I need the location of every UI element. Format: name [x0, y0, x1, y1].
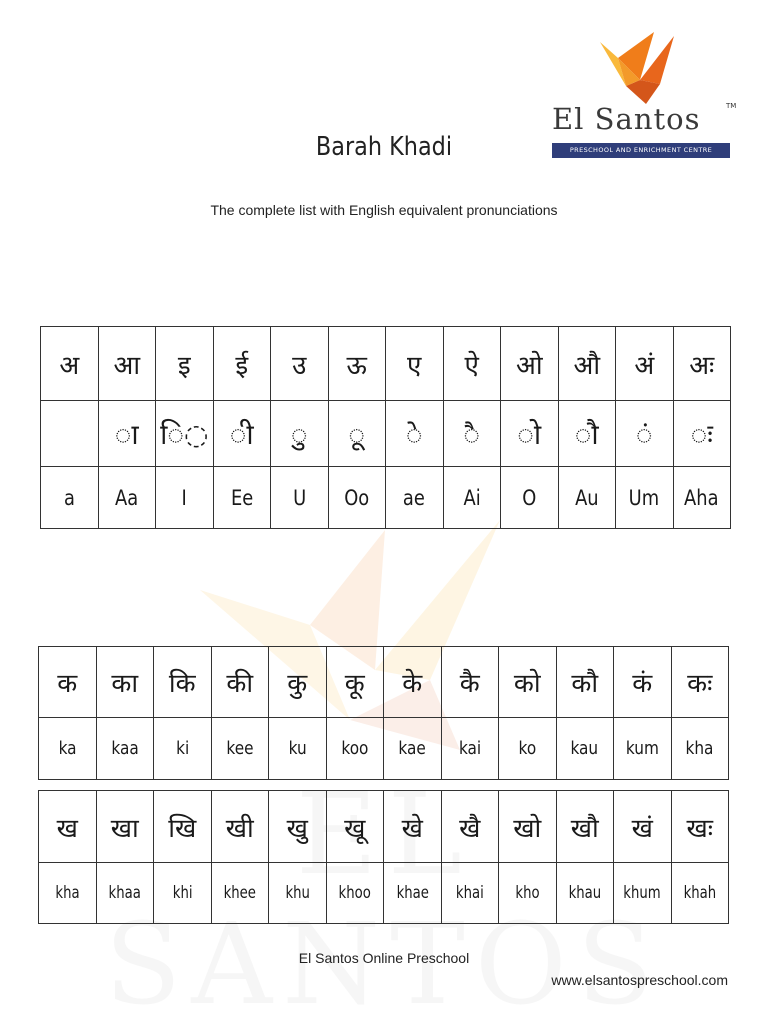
- kha-letter: खि: [154, 791, 212, 863]
- pronunciation: Ee: [230, 485, 253, 510]
- vowel-letter: अः: [673, 327, 731, 401]
- vowel-letter: अ: [41, 327, 99, 401]
- pronunciation: kee: [226, 738, 254, 759]
- ka-letter: कौ: [556, 647, 614, 718]
- ka-letter: की: [211, 647, 269, 718]
- ka-letter: कं: [614, 647, 672, 718]
- page-subtitle: The complete list with English equivalent pronunciations: [210, 202, 558, 218]
- kha-letter: खू: [326, 791, 384, 863]
- kha-letter: खो: [499, 791, 557, 863]
- ka-letter: कि: [154, 647, 212, 718]
- pronunciation: kaa: [111, 738, 139, 759]
- matra-sign: ◌ः: [673, 401, 731, 467]
- ka-letter: क: [39, 647, 97, 718]
- pronunciation: kum: [625, 738, 659, 759]
- pronunciation: koo: [341, 738, 369, 759]
- ka-letter: कः: [671, 647, 729, 718]
- kha-pronunciation-row: [39, 863, 729, 924]
- logo-trademark: TM: [726, 102, 737, 110]
- pronunciation: khum: [623, 883, 661, 903]
- logo-tagline: PRESCHOOL AND ENRICHMENT CENTRE: [552, 143, 730, 158]
- matra-sign: ◌ै: [443, 401, 501, 467]
- footer-website-link[interactable]: www.elsantospreschool.com: [551, 972, 728, 988]
- matra-sign: [41, 401, 99, 467]
- kha-letter: खु: [269, 791, 327, 863]
- origami-crane-icon: [596, 28, 676, 106]
- footer-school-name: El Santos Online Preschool: [298, 950, 470, 966]
- kha-letter: खै: [441, 791, 499, 863]
- matra-sign: ◌ू: [328, 401, 386, 467]
- pronunciation: I: [181, 485, 187, 510]
- kha-letter: खः: [671, 791, 729, 863]
- logo-wordmark: El Santos: [552, 102, 701, 136]
- ka-letter: को: [499, 647, 557, 718]
- pronunciation: kai: [458, 738, 481, 759]
- matra-sign: ◌े: [386, 401, 444, 467]
- matra-sign: ◌ु: [271, 401, 329, 467]
- pronunciation: ki: [175, 738, 189, 759]
- matra-row: [41, 401, 731, 467]
- el-santos-logo: [548, 28, 738, 164]
- ka-letters-row: [39, 647, 729, 718]
- pronunciation: khu: [285, 883, 310, 903]
- matra-sign: ◌ो: [501, 401, 559, 467]
- pronunciation: U: [292, 485, 306, 510]
- vowel-letter: ऐ: [443, 327, 501, 401]
- pronunciation: khoo: [338, 883, 371, 903]
- ka-letter: कै: [441, 647, 499, 718]
- kha-letter: खा: [96, 791, 154, 863]
- ka-table: [38, 646, 729, 780]
- pronunciation: Um: [629, 485, 660, 510]
- pronunciation: Aha: [684, 485, 719, 510]
- vowel-letter: औ: [558, 327, 616, 401]
- pronunciation: O: [522, 485, 537, 510]
- ka-letter: कु: [269, 647, 327, 718]
- pronunciation: kha: [55, 883, 80, 903]
- pronunciation: Oo: [344, 485, 370, 510]
- pronunciation: kae: [398, 738, 426, 759]
- vowel-letters-row: [41, 327, 731, 401]
- matra-sign: ◌ी: [213, 401, 271, 467]
- pronunciation: Aa: [115, 485, 139, 510]
- page-title: Barah Khadi: [315, 132, 453, 162]
- pronunciation: kho: [515, 883, 540, 903]
- pronunciation: khee: [223, 883, 256, 903]
- pronunciation: khaa: [108, 883, 141, 903]
- vowel-letter: ओ: [501, 327, 559, 401]
- vowel-letter: उ: [271, 327, 329, 401]
- pronunciation: khau: [568, 883, 602, 903]
- vowel-letter: इ: [156, 327, 214, 401]
- pronunciation: khi: [172, 883, 193, 903]
- vowel-letter: ई: [213, 327, 271, 401]
- kha-letter: खौ: [556, 791, 614, 863]
- matra-sign: ◌ा: [98, 401, 156, 467]
- pronunciation: ku: [288, 738, 307, 759]
- kha-letters-row: [39, 791, 729, 863]
- ka-pronunciation-row: [39, 718, 729, 780]
- vowel-letter: ऊ: [328, 327, 386, 401]
- pronunciation: khah: [683, 883, 717, 903]
- matra-sign: ि◌: [156, 401, 214, 467]
- matra-sign: ◌ौ: [558, 401, 616, 467]
- vowel-letter: अं: [616, 327, 674, 401]
- kha-letter: ख: [39, 791, 97, 863]
- pronunciation: Au: [574, 485, 599, 510]
- pronunciation: ka: [58, 738, 77, 759]
- pronunciation: khai: [455, 883, 484, 903]
- ka-letter: के: [384, 647, 442, 718]
- ka-letter: कू: [326, 647, 384, 718]
- matra-sign: ◌ं: [616, 401, 674, 467]
- pronunciation: kau: [570, 738, 599, 759]
- pronunciation: kha: [685, 738, 714, 759]
- pronunciation: ae: [403, 485, 426, 510]
- kha-letter: खे: [384, 791, 442, 863]
- vowel-letter: ए: [386, 327, 444, 401]
- pronunciation: Ai: [463, 485, 481, 510]
- pronunciation: ko: [518, 738, 537, 759]
- vowel-letter: आ: [98, 327, 156, 401]
- vowel-pronunciation-row: [41, 467, 731, 529]
- kha-letter: खी: [211, 791, 269, 863]
- ka-letter: का: [96, 647, 154, 718]
- vowel-table: [40, 326, 731, 529]
- pronunciation: khae: [396, 883, 429, 903]
- kha-table: [38, 790, 729, 924]
- kha-letter: खं: [614, 791, 672, 863]
- pronunciation: a: [63, 485, 75, 510]
